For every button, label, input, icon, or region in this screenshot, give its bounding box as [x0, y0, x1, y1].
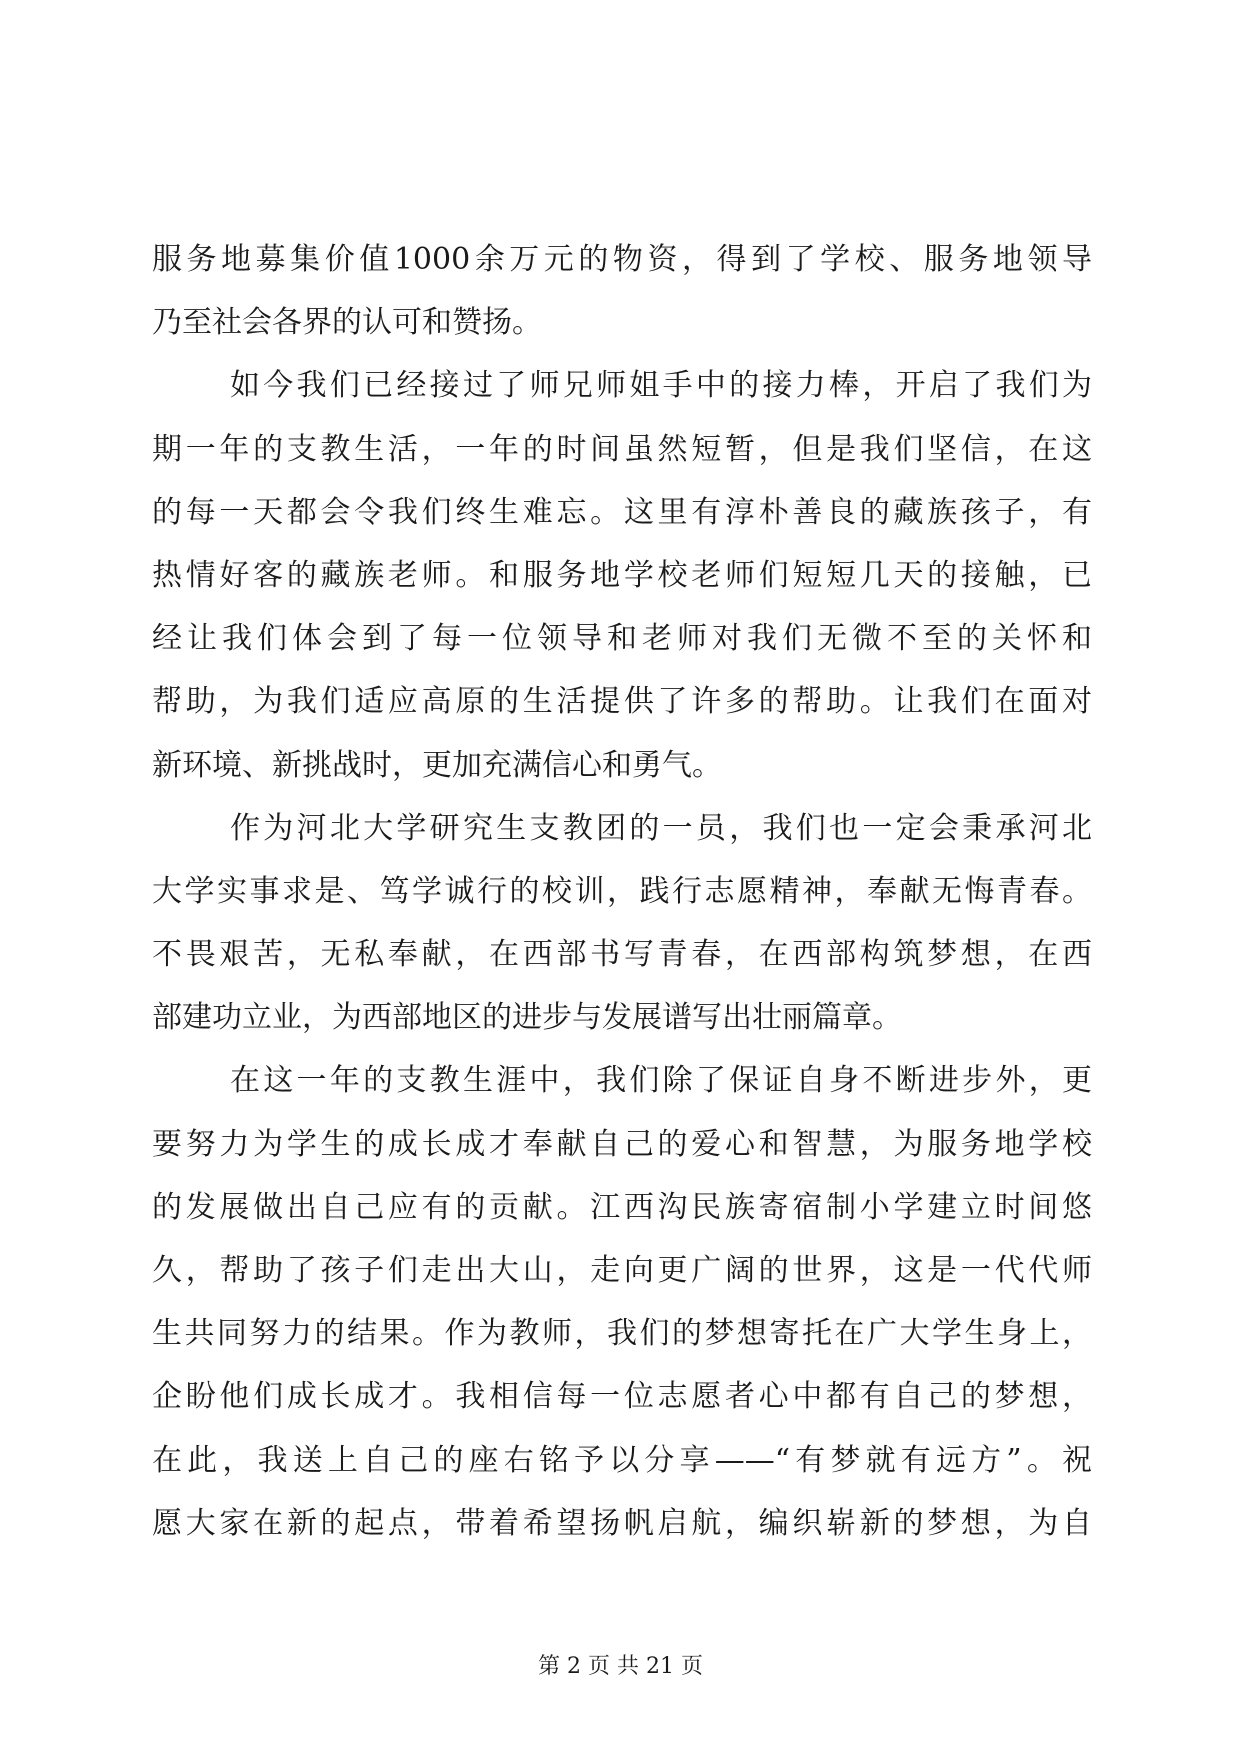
paragraph-3-line-3: 不畏艰苦，无私奉献，在西部书写青春，在西部构筑梦想，在西 — [152, 937, 1092, 973]
paragraph-2-line-4: 热情好客的藏族老师。和服务地学校老师们短短几天的接触，已 — [152, 557, 1092, 593]
paragraph-4-line-7: 在此，我送上自己的座右铭予以分享——“有梦就有远方”。祝 — [152, 1442, 1092, 1478]
body-text — [152, 228, 1092, 1555]
paragraph-2-line-3: 的每一天都会令我们终生难忘。这里有淳朴善良的藏族孩子，有 — [152, 494, 1092, 530]
paragraph-4-line-1: 在这一年的支教生涯中，我们除了保证自身不断进步外，更 — [230, 1063, 1092, 1099]
paragraph-4-line-6: 企盼他们成长成才。我相信每一位志愿者心中都有自己的梦想， — [152, 1379, 1092, 1415]
page-footer: 第 2 页 共 21 页 — [538, 1654, 703, 1679]
paragraph-2-line-5: 经让我们体会到了每一位领导和老师对我们无微不至的关怀和 — [152, 621, 1092, 657]
paragraph-4-line-8: 愿大家在新的起点，带着希望扬帆启航，编织崭新的梦想，为自 — [152, 1505, 1092, 1541]
paragraph-4-line-3: 的发展做出自己应有的贡献。江西沟民族寄宿制小学建立时间悠 — [152, 1189, 1092, 1225]
paragraph-2-line-2: 期一年的支教生活，一年的时间虽然短暂，但是我们坚信，在这 — [152, 431, 1092, 467]
paragraph-2-line-7: 新环境、新挑战时，更加充满信心和勇气。 — [152, 747, 722, 783]
paragraph-4-line-5: 生共同努力的结果。作为教师，我们的梦想寄托在广大学生身上， — [152, 1316, 1092, 1352]
paragraph-2-line-1: 如今我们已经接过了师兄师姐手中的接力棒，开启了我们为 — [230, 368, 1092, 404]
paragraph-3-line-1: 作为河北大学研究生支教团的一员，我们也一定会秉承河北 — [230, 810, 1092, 846]
paragraph-1-line-1: 服务地募集价值1000余万元的物资，得到了学校、服务地领导 — [152, 242, 1092, 277]
paragraph-2-line-6: 帮助，为我们适应高原的生活提供了许多的帮助。让我们在面对 — [152, 684, 1092, 720]
paragraph-3-line-2: 大学实事求是、笃学诚行的校训，践行志愿精神，奉献无悔青春。 — [152, 873, 1092, 909]
paragraph-4-line-2: 要努力为学生的成长成才奉献自己的爱心和智慧，为服务地学校 — [152, 1126, 1092, 1162]
paragraph-4-line-4: 久，帮助了孩子们走出大山，走向更广阔的世界，这是一代代师 — [152, 1253, 1092, 1288]
paragraph-1-line-2: 乃至社会各界的认可和赞扬。 — [152, 305, 542, 341]
paragraph-3-line-4: 部建功立业，为西部地区的进步与发展谱写出壮丽篇章。 — [152, 1000, 902, 1036]
